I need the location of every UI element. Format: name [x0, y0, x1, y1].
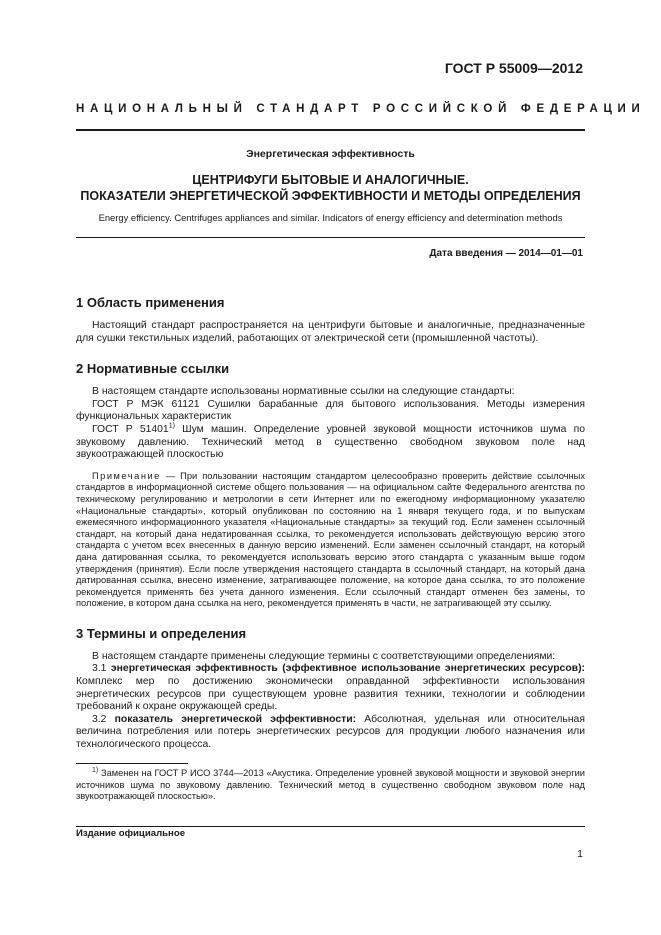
national-standard-title: НАЦИОНАЛЬНЫЙ СТАНДАРТ РОССИЙСКОЙ ФЕДЕРАЦИИ	[76, 103, 646, 115]
subject-title: Энергетическая эффективность	[246, 148, 415, 160]
footnote	[76, 768, 585, 803]
term-name: показатель энергетической эффективности:	[114, 713, 357, 725]
footnote-text: Заменен на ГОСТ Р ИСО 3744—2013 «Акустика. Определение уровней звуковой мощности и звуковой энергии источников шума по звуковому давлению. Технический метод в существенно свободном звуковом поле над звукоотражающей плоскостью».	[76, 768, 585, 802]
term-text: Абсолютная, удельная или относительная величина потребления или потерь энергетических ресурсов для продукции любого назначения или технологического процесса.	[76, 713, 585, 751]
term-number: 3.1	[92, 663, 111, 675]
section-heading: 3 Термины и определения	[76, 625, 247, 641]
document-body	[76, 295, 585, 768]
term-name: энергетическая эффективность (эффективное использование энергетических ресурсов):	[110, 663, 585, 675]
term-definition	[76, 714, 585, 752]
section-heading: 1 Область применения	[76, 295, 225, 310]
paragraph: В настоящем стандарте использованы нормативные ссылки на следующие стандарты:	[92, 386, 515, 398]
term-definition	[76, 663, 585, 713]
edition-label: Издание официальное	[76, 828, 186, 839]
gost-number: ГОСТ Р 55009—2012	[444, 60, 583, 76]
reference-title: Шум машин. Определение уровней звуковой мощности источников шума по звуковому давлению. Технический метод в существенно свободном звуковом поле над звукоотражающей плоскостью	[76, 423, 585, 461]
note	[76, 471, 585, 610]
paragraph: В настоящем стандарте применены следующие термины с соответствующими определениями:	[92, 650, 556, 662]
reference-item: ГОСТ Р МЭК 61121 Сушилки барабанные для бытового использования. Методы измерения функциональных характеристик	[76, 398, 585, 423]
footnote-divider	[76, 763, 188, 764]
title-divider	[76, 237, 585, 238]
document-title-line2: ПОКАЗАТЕЛИ ЭНЕРГЕТИЧЕСКОЙ ЭФФЕКТИВНОСТИ И МЕТОДЫ ОПРЕДЕЛЕНИЯ	[80, 189, 581, 203]
paragraph: Настоящий стандарт распространяется на центрифуги бытовые и аналогичные, предназначенные для сушки текстильных изделий, работающих от электрической сети (промышленной частоты).	[76, 320, 585, 344]
note-text: — При пользовании настоящим стандартом целесообразно проверить действие ссылочных стандартов в информационной системе общего пользования — на официальном сайте Федерального агентства по техническому регулированию и метрологии в сети Интернет или по ежегодному информационному указателю «Национальные стандарты», который опубликован по состоянию на 1 января текущего года, и по выпускам ежемесячного информационного указателя «Национальные стандарты» за текущий год. Если заменен ссылочный стандарт, на который дана недатированная ссылка, то рекомендуется использовать действующую версию этого стандарта с учетом всех внесенных в данную версию изменений. Если заменен ссылочный стандарт, на который дана датированная ссылка, то рекомендуется использовать версию этого стандарта с указанным выше годом утверждения (принятия). Если после утверждения настоящего стандарта в ссылочный стандарт, на который дана датированная ссылка, внесено изменение, затрагивающее положение, на которое дана ссылка, то это положение рекомендуется применять без учета данного изменения. Если ссылочный стандарт отменен без замены, то положение, в котором дана ссылка на него, рекомендуется применять в части, не затрагивающей эту ссылку.	[76, 470, 585, 609]
section-heading: 2 Нормативные ссылки	[76, 361, 230, 377]
footer-divider	[76, 826, 585, 827]
section-normative-references	[76, 361, 585, 610]
section-terms-definitions	[76, 626, 585, 752]
document-title-line1: ЦЕНТРИФУГИ БЫТОВЫЕ И АНАЛОГИЧНЫЕ.	[192, 173, 469, 187]
document-title	[76, 172, 585, 204]
header-divider	[76, 129, 585, 131]
term-number: 3.2	[92, 713, 115, 725]
reference-code: ГОСТ Р 51401	[92, 423, 169, 435]
reference-item	[76, 424, 585, 462]
footnote-marker: 1)	[168, 422, 175, 430]
introduction-date: Дата введения — 2014—01—01	[429, 248, 583, 259]
english-title: Energy efficiency. Centrifuges appliances and similar. Indicators of energy efficiency and determination methods	[98, 212, 563, 223]
note-label: Примечание	[92, 470, 161, 481]
term-text: Комплекс мер по достижению экономически оправданной эффективности использования энергетических ресурсов при существующем уровне развития техники, технологии и соблюдении требований к охране окружающей среды.	[76, 676, 585, 713]
page-number: 1	[577, 848, 583, 860]
section-scope	[76, 295, 585, 345]
footnote-marker: 1)	[92, 766, 99, 774]
